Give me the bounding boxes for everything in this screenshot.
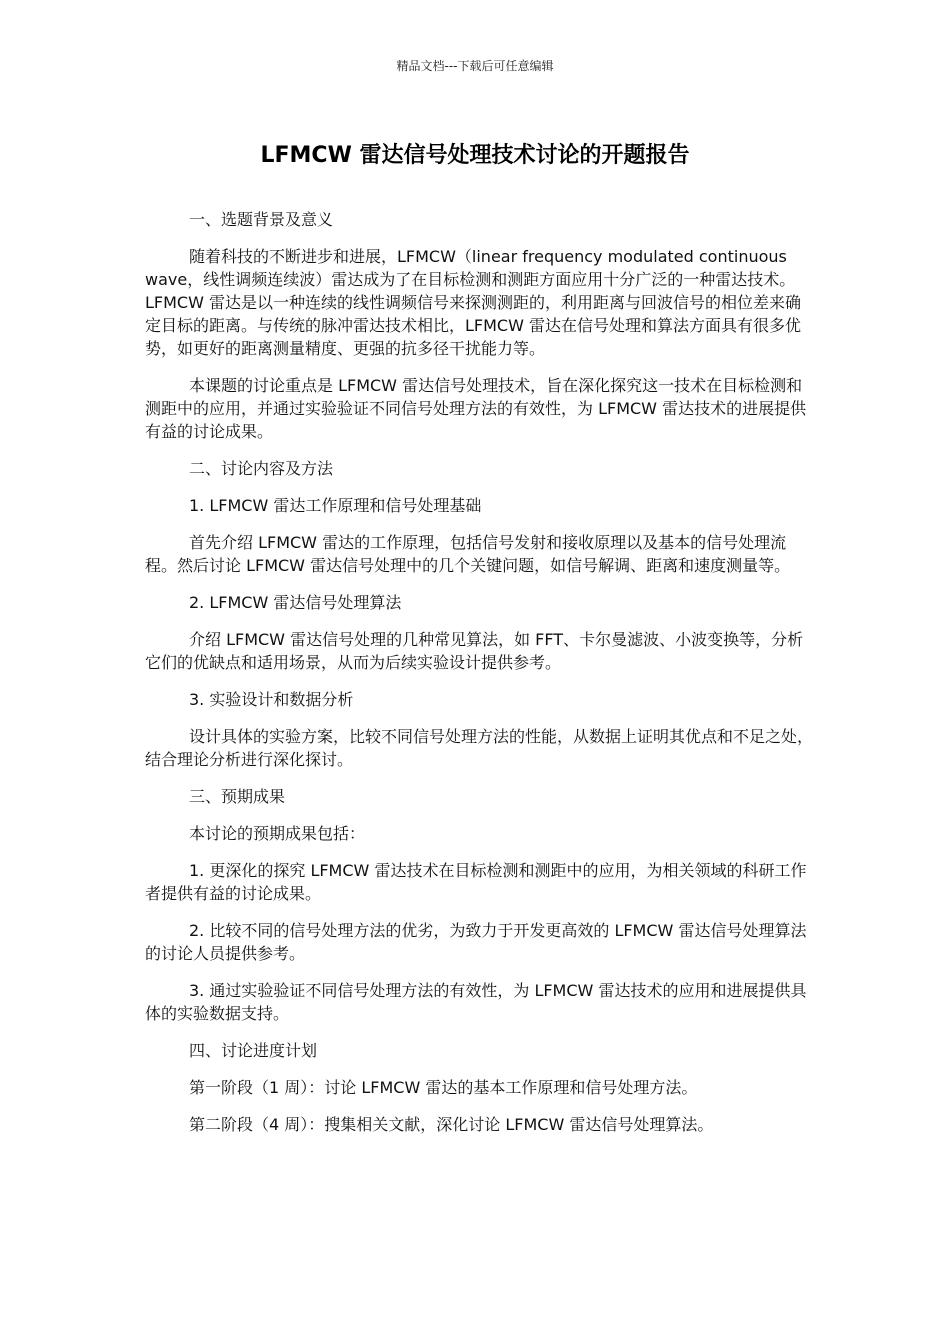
outcome-item-3: 3. 通过实验验证不同信号处理方法的有效性，为 LFMCW 雷达技术的应用和进展提供具体的实验数据支持。: [145, 981, 807, 1023]
subheading-principle: 1. LFMCW 雷达工作原理和信号处理基础: [189, 496, 482, 515]
section-heading-content-methods: 二、讨论内容及方法: [189, 459, 334, 478]
page-header: 精品文档---下载后可任意编辑: [396, 59, 554, 73]
outcome-item-1: 1. 更深化的探究 LFMCW 雷达技术在目标检测和测距中的应用，为相关领域的科研工作者提供有益的讨论成果。: [145, 861, 807, 903]
document-body: [145, 208, 813, 1150]
outcome-item-2: 2. 比较不同的信号处理方法的优劣，为致力于开发更高效的 LFMCW 雷达信号处理算法的讨论人员提供参考。: [145, 921, 807, 963]
paragraph-background-1: 随着科技的不断进步和进展，LFMCW（linear frequency modulated continuous wave，线性调频连续波）雷达成为了在目标检测和测距方面应用十分广泛的一种雷达技术。LFMCW 雷达是以一种连续的线性调频信号来探测测距的，利用距离与回波信号的相位差来确定目标的距离。与传统的脉冲雷达技术相比，LFMCW 雷达在信号处理和算法方面具有很多优势，如更好的距离测量精度、更强的抗多径干扰能力等。: [145, 247, 802, 358]
paragraph-principle: 首先介绍 LFMCW 雷达的工作原理，包括信号发射和接收原理以及基本的信号处理流程。然后讨论 LFMCW 雷达信号处理中的几个关键问题，如信号解调、距离和速度测量等。: [145, 533, 791, 575]
subheading-experiment: 3. 实验设计和数据分析: [189, 690, 354, 709]
schedule-stage-1: 第一阶段（1 周）：讨论 LFMCW 雷达的基本工作原理和信号处理方法。: [189, 1078, 698, 1097]
section-heading-background: 一、选题背景及意义: [189, 210, 334, 229]
schedule-stage-2: 第二阶段（4 周）：搜集相关文献，深化讨论 LFMCW 雷达信号处理算法。: [189, 1115, 714, 1134]
subheading-algorithms: 2. LFMCW 雷达信号处理算法: [189, 593, 402, 612]
section-heading-schedule: 四、讨论进度计划: [189, 1041, 318, 1060]
paragraph-outcomes-intro: 本讨论的预期成果包括：: [189, 824, 366, 843]
paragraph-background-2: 本课题的讨论重点是 LFMCW 雷达信号处理技术，旨在深化探究这一技术在目标检测和测距中的应用，并通过实验验证不同信号处理方法的有效性，为 LFMCW 雷达技术的进展提供有益的讨论成果。: [145, 376, 807, 441]
paragraph-experiment: 设计具体的实验方案，比较不同信号处理方法的性能，从数据上证明其优点和不足之处，结合理论分析进行深化探讨。: [145, 727, 814, 769]
section-heading-outcomes: 三、预期成果: [189, 787, 286, 806]
document-title: LFMCW 雷达信号处理技术讨论的开题报告: [260, 143, 690, 168]
paragraph-algorithms: 介绍 LFMCW 雷达信号处理的几种常见算法，如 FFT、卡尔曼滤波、小波变换等，分析它们的优缺点和适用场景，从而为后续实验设计提供参考。: [145, 630, 804, 672]
